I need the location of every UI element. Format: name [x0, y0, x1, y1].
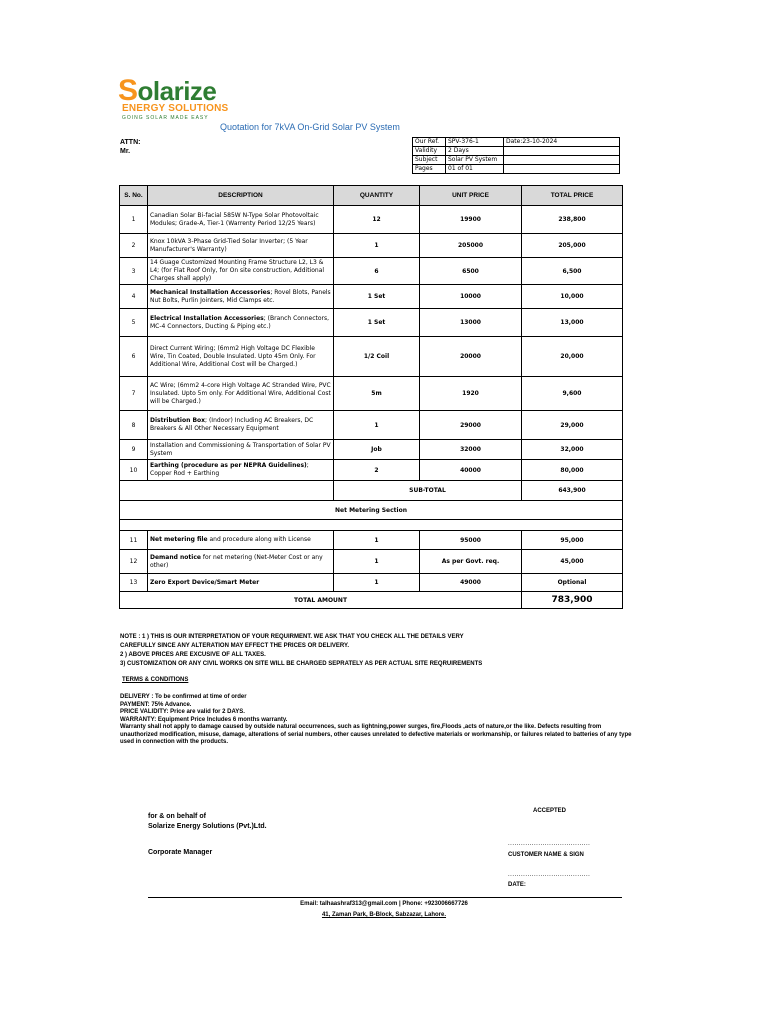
description-text: ; Copper Rod + Earthing — [150, 462, 309, 477]
cell-description — [148, 460, 334, 481]
note-line: 2 ) ABOVE PRICES ARE EXCUSIVE OF ALL TAXES. — [120, 652, 266, 658]
subtotal-label: SUB-TOTAL — [334, 481, 522, 501]
footer-address: 41, Zaman Park, B-Block, Sabzazar, Lahore. — [321, 912, 447, 918]
cell-quantity: 1 — [334, 550, 420, 574]
header-unit-price: UNIT PRICE — [420, 186, 522, 206]
table-row — [120, 574, 623, 592]
cell-total-price: 10,000 — [522, 285, 623, 309]
total-value: 783,900 — [522, 592, 623, 609]
description-bold: Mechanical Installation Accessories — [150, 288, 271, 296]
subject-label: Subject — [413, 156, 446, 165]
cell-quantity: 1 Set — [334, 285, 420, 309]
cell-quantity: 1 — [334, 574, 420, 592]
total-row — [120, 592, 623, 609]
description-bold: Zero Export Device/Smart Meter — [150, 578, 260, 586]
table-row — [120, 309, 623, 337]
note-line: NOTE : 1 ) THIS IS OUR INTERPRETATION OF YOUR REQUIRMENT. WE ASK THAT YOU CHECK ALL THE DETAILS VERY — [120, 634, 464, 640]
behalf-block — [148, 812, 267, 832]
cell-total-price: 9,600 — [522, 377, 623, 411]
description-text: for net metering (Net-Meter Cost or any other) — [150, 553, 323, 569]
term-line: DELIVERY : To be confirmed at time of order — [120, 694, 247, 700]
logo-subtitle: ENERGY SOLUTIONS — [122, 103, 229, 114]
table-row — [120, 377, 623, 411]
cell-sno: 5 — [120, 309, 148, 337]
date-line: ...................................... — [508, 872, 591, 878]
cell-quantity: 1 Set — [334, 309, 420, 337]
cell-unit-price: 95000 — [420, 531, 522, 550]
section-row — [120, 501, 623, 520]
cell-total-price: 95,000 — [522, 531, 623, 550]
company-logo — [118, 76, 238, 124]
cell-sno: 13 — [120, 574, 148, 592]
cell-unit-price: 1920 — [420, 377, 522, 411]
cell-sno: 7 — [120, 377, 148, 411]
total-label: TOTAL AMOUNT — [120, 592, 522, 609]
cell-sno: 1 — [120, 206, 148, 234]
description-text: and procedure along with License — [207, 536, 311, 543]
cell-total-price: 29,000 — [522, 411, 623, 440]
cell-quantity: 2 — [334, 460, 420, 481]
header-total-price: TOTAL PRICE — [522, 186, 623, 206]
cell-total-price: 32,000 — [522, 440, 623, 460]
description-text: AC Wire; (6mm2 4-core High Voltage AC Stranded Wire, PVC Insulated. Upto 5m only. For Additional Wire, Additional Cost will be Charged.) — [150, 381, 331, 405]
cell-unit-price: 10000 — [420, 285, 522, 309]
cell-unit-price: 32000 — [420, 440, 522, 460]
cell-total-price: 238,800 — [522, 206, 623, 234]
cell-quantity: 12 — [334, 206, 420, 234]
cell-description — [148, 377, 334, 411]
cell-sno: 9 — [120, 440, 148, 460]
cell-quantity: Job — [334, 440, 420, 460]
cell-sno: 10 — [120, 460, 148, 481]
subject-value: Solar PV System — [446, 156, 504, 165]
description-text: Direct Current Wiring; (6mm2 High Voltage DC Flexible Wire, Tin Coated, Double Insulated. Upto 45m Only. For Additional Wire, Additional Cost will be Charged.) — [150, 344, 316, 368]
cell-unit-price: 20000 — [420, 337, 522, 377]
document-title: Quotation for 7kVA On-Grid Solar PV System — [220, 122, 400, 132]
cell-sno: 11 — [120, 531, 148, 550]
table-row — [120, 206, 623, 234]
ref-value: SPV-376-1 — [446, 138, 504, 147]
footer-contact: Email: talhaashraf313@gmail.com | Phone: +923006667726 — [300, 901, 468, 907]
cell-unit-price: 6500 — [420, 258, 522, 285]
validity-label: Validity — [413, 147, 446, 156]
description-text: ; Rovel Blots, Panels Nut Bolts, Purlin Jointers, Mid Clamps etc. — [150, 288, 331, 304]
cell-total-price: 6,500 — [522, 258, 623, 285]
footer-divider — [148, 897, 622, 898]
term-line: PAYMENT: 75% Advance. — [120, 701, 192, 708]
term-line: Warranty shall not apply to damage caused by outside natural occurrences, such as lightning,power surges, fire,Floods ,acts of nature,or the like. Defects resulting from unauthorized modification, misuse, damage, alterations of serial numbers, other causes unrelated to defective materials or workmanship, or failures related to batteries of any type used in connection with the products. — [120, 724, 632, 745]
table-row — [120, 531, 623, 550]
corporate-manager-label: Corporate Manager — [148, 849, 213, 856]
cell-sno: 8 — [120, 411, 148, 440]
reference-table — [412, 137, 620, 174]
accepted-label: ACCEPTED — [533, 808, 567, 814]
table-row — [120, 550, 623, 574]
description-bold: Earthing (procedure as per NEPRA Guidelines) — [150, 462, 307, 469]
table-row — [120, 258, 623, 285]
behalf-line: for & on behalf of — [148, 813, 206, 820]
cell-unit-price: 19900 — [420, 206, 522, 234]
ref-label: Our Ref. — [413, 138, 446, 147]
quote-date: Date:23-10-2024 — [504, 138, 620, 147]
notes-block — [120, 633, 620, 669]
cell-description — [148, 440, 334, 460]
cell-quantity: 1 — [334, 411, 420, 440]
pages-value: 01 of 01 — [446, 165, 504, 174]
cell-description — [148, 337, 334, 377]
cell-description — [148, 234, 334, 258]
logo-wordmark: Solarize — [118, 74, 217, 107]
cell-sno: 3 — [120, 258, 148, 285]
description-text: Knox 10kVA 3-Phase Grid-Tied Solar Inverter; (5 Year Manufacturer's Warranty) — [150, 237, 308, 253]
attn-label: ATTN: — [120, 139, 141, 146]
header-description: DESCRIPTION — [148, 186, 334, 206]
cell-sno: 6 — [120, 337, 148, 377]
validity-value: 2 Days — [446, 147, 504, 156]
cell-unit-price: 205000 — [420, 234, 522, 258]
term-line: WARRANTY: Equipment Price Includes 6 months warranty. — [120, 716, 288, 723]
description-bold: Distribution Box — [150, 417, 206, 424]
subtotal-value: 643,900 — [522, 481, 623, 501]
table-row — [120, 337, 623, 377]
cell-total-price: 45,000 — [522, 550, 623, 574]
customer-name-sign-label: CUSTOMER NAME & SIGN — [508, 852, 584, 858]
header-sno: S. No. — [120, 186, 148, 206]
description-bold: Electrical Installation Accessories — [150, 314, 264, 322]
cell-sno: 12 — [120, 550, 148, 574]
cell-description — [148, 531, 334, 550]
quotation-table — [119, 185, 623, 609]
cell-description — [148, 411, 334, 440]
cell-unit-price: 29000 — [420, 411, 522, 440]
terms-block — [120, 694, 640, 747]
logo-tagline: GOING SOLAR MADE EASY — [122, 115, 209, 121]
table-row — [120, 440, 623, 460]
attention-block — [120, 138, 140, 156]
term-line: PRICE VALIDITY: Price are valid for 2 DAYS. — [120, 709, 245, 715]
cell-total-price: 13,000 — [522, 309, 623, 337]
note-line: 3) CUSTOMIZATION OR ANY CIVIL WORKS ON SITE WILL BE CHARGED SEPRATELY AS PER ACTUAL SITE REQRUIREMENTS — [120, 661, 483, 667]
cell-description — [148, 550, 334, 574]
cell-sno: 2 — [120, 234, 148, 258]
cell-description — [148, 206, 334, 234]
cell-quantity: 6 — [334, 258, 420, 285]
cell-description — [148, 309, 334, 337]
company-name: Solarize Energy Solutions (Pvt.)Ltd. — [148, 823, 267, 830]
recipient-label: Mr. — [120, 148, 131, 155]
cell-unit-price: 40000 — [420, 460, 522, 481]
terms-heading: TERMS & CONDITIONS — [122, 677, 189, 683]
cell-description — [148, 285, 334, 309]
table-row — [120, 285, 623, 309]
cell-total-price: 20,000 — [522, 337, 623, 377]
table-row — [120, 234, 623, 258]
table-row — [120, 460, 623, 481]
cell-unit-price: 49000 — [420, 574, 522, 592]
cell-description — [148, 258, 334, 285]
description-text: Canadian Solar Bi-facial 585W N-Type Solar Photovoltaic Modules; Grade-A, Tier-1 (Warrenty Period 12/25 Years) — [150, 211, 319, 227]
cell-description — [148, 574, 334, 592]
cell-quantity: 1 — [334, 234, 420, 258]
cell-sno: 4 — [120, 285, 148, 309]
table-row — [120, 411, 623, 440]
description-text: 14 Guage Customized Mounting Frame Structure L2, L3 & L4; (for Flat Roof Only, for On site construction, Additional Charges shall apply) — [150, 259, 325, 282]
cell-total-price: Optional — [522, 574, 623, 592]
description-bold: Demand notice — [150, 553, 201, 561]
header-quantity: QUANTITY — [334, 186, 420, 206]
cell-total-price: 205,000 — [522, 234, 623, 258]
cell-total-price: 80,000 — [522, 460, 623, 481]
net-metering-section-label: Net Metering Section — [120, 501, 623, 520]
description-text: ; (Indoor) Including AC Breakers, DC Breakers & All Other Necessary Equipment — [150, 417, 314, 432]
description-text: ; (Branch Connectors, MC-4 Connectors, Ducting & Piping etc.) — [150, 314, 330, 330]
cell-quantity: 1 — [334, 531, 420, 550]
cell-unit-price: As per Govt. req. — [420, 550, 522, 574]
note-line: CAREFULLY SINCE ANY ALTERATION MAY EFFECT THE PRICES OR DELIVERY. — [120, 643, 350, 649]
description-text: Installation and Commissioning & Transportation of Solar PV System — [150, 441, 331, 457]
signature-line: ...................................... — [508, 841, 591, 847]
table-header-row — [120, 186, 623, 206]
pages-label: Pages — [413, 165, 446, 174]
date-label: DATE: — [508, 882, 526, 888]
cell-unit-price: 13000 — [420, 309, 522, 337]
description-bold: Net metering file — [150, 536, 208, 543]
cell-quantity: 5m — [334, 377, 420, 411]
subtotal-row — [120, 481, 623, 501]
cell-quantity: 1/2 Coil — [334, 337, 420, 377]
